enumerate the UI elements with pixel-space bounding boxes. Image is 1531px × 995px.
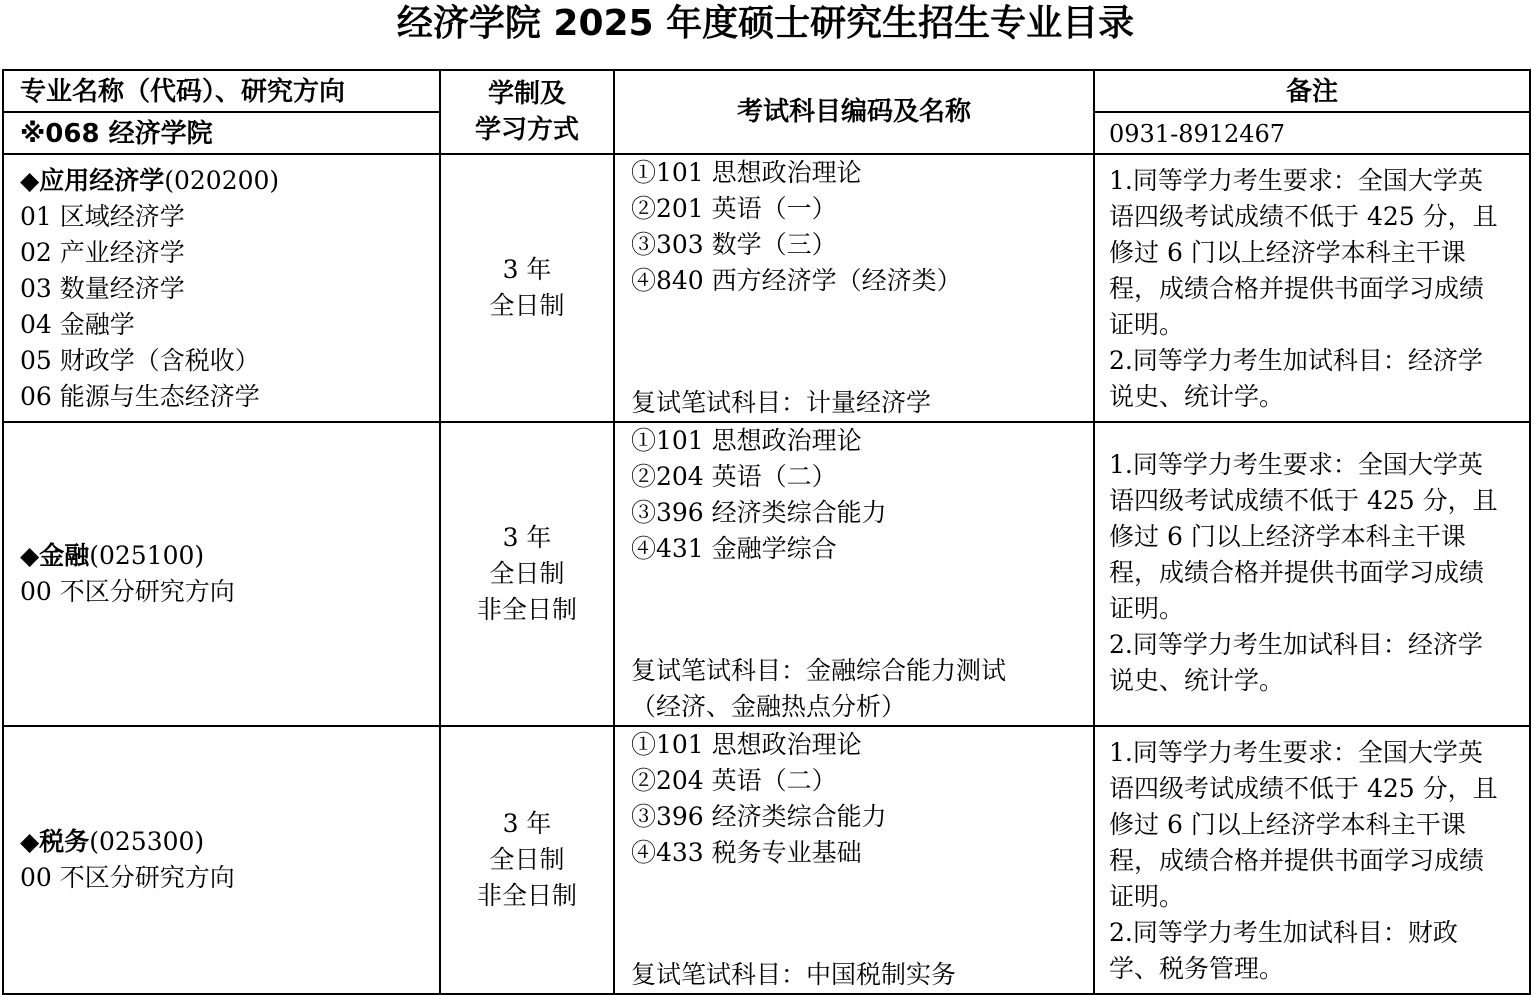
notes-cell [1094,154,1530,422]
exam-item: ①101 思想政治理论 [631,426,862,455]
notes-cell [1094,422,1530,726]
note-line: 语四级考试成绩不低于 425 分，且 [1109,202,1498,231]
exam-cell [614,154,1094,422]
table-row [3,726,1530,994]
exam-cell [614,726,1094,994]
header-exam-subjects: 考试科目编码及名称 [614,70,1094,154]
major-name: ◆金融(025100) [20,541,205,570]
exam-item: ③396 经济类综合能力 [631,802,887,831]
major-name: ◆应用经济学(020200) [20,166,280,195]
direction-item: 06 能源与生态经济学 [20,382,260,411]
note-line: 证明。 [1109,882,1185,911]
header-phone [1094,112,1530,154]
direction-item: 00 不区分研究方向 [20,863,235,892]
header-notes: 备注 [1094,70,1530,112]
study-mode: 全日制 [489,845,565,874]
exam-item: ④431 金融学综合 [631,534,837,563]
note-line: 1.同等学力考生要求：全国大学英 [1109,166,1483,195]
note-line: 证明。 [1109,310,1185,339]
study-years: 3 年 [502,255,552,284]
study-mode: 全日制 [489,559,565,588]
exam-cell [614,422,1094,726]
major-cell [3,422,440,726]
exam-item: ④433 税务专业基础 [631,838,862,867]
note-line: 证明。 [1109,594,1185,623]
note-line: 修过 6 门以上经济学本科主干课 [1109,522,1466,551]
exam-item: ③303 数学（三） [631,230,837,259]
phone-number: 0931-8912467 [1109,120,1286,148]
study-mode-cell [440,422,614,726]
note-line: 说史、统计学。 [1109,666,1285,695]
note-line: 语四级考试成绩不低于 425 分，且 [1109,486,1498,515]
header-study-mode [440,70,614,154]
direction-item: 00 不区分研究方向 [20,577,235,606]
retest-subject: 复试笔试科目：金融综合能力测试 [631,656,1007,685]
major-name: ◆税务(025300) [20,827,205,856]
header-major: 专业名称（代码）、研究方向 [3,70,440,112]
header-study-mode-line2: 学习方式 [474,115,579,145]
direction-item: 01 区域经济学 [20,202,185,231]
study-years: 3 年 [502,809,552,838]
note-line: 2.同等学力考生加试科目：财政 [1109,918,1458,947]
major-cell [3,154,440,422]
page-title: 经济学院 2025 年度硕士研究生招生专业目录 [396,3,1135,44]
exam-item: ②204 英语（二） [631,462,837,491]
table-row [3,422,1530,726]
note-line: 修过 6 门以上经济学本科主干课 [1109,238,1466,267]
direction-item: 02 产业经济学 [20,238,185,267]
exam-item: ②204 英语（二） [631,766,837,795]
major-cell [3,726,440,994]
note-line: 2.同等学力考生加试科目：经济学 [1109,630,1483,659]
exam-item: ③396 经济类综合能力 [631,498,887,527]
notes-cell [1094,726,1530,994]
exam-item: ②201 英语（一） [631,194,837,223]
header-school: ※068 经济学院 [3,112,440,154]
note-line: 程，成绩合格并提供书面学习成绩 [1109,846,1485,875]
study-mode-cell [440,726,614,994]
note-line: 1.同等学力考生要求：全国大学英 [1109,450,1483,479]
study-mode-cell [440,154,614,422]
note-line: 程，成绩合格并提供书面学习成绩 [1109,558,1485,587]
table-row [3,154,1530,422]
catalog-table [2,69,1531,995]
note-line: 程，成绩合格并提供书面学习成绩 [1109,274,1485,303]
study-mode: 非全日制 [476,595,577,624]
header-row-1 [3,70,1530,112]
retest-subject: 复试笔试科目：中国税制实务 [631,960,957,989]
direction-item: 04 金融学 [20,310,135,339]
header-study-mode-line1: 学制及 [487,79,566,109]
direction-item: 03 数量经济学 [20,274,185,303]
exam-item: ④840 西方经济学（经济类） [631,266,962,295]
study-mode: 全日制 [489,291,565,320]
note-line: 修过 6 门以上经济学本科主干课 [1109,810,1466,839]
study-mode: 非全日制 [476,881,577,910]
retest-subject: 复试笔试科目：计量经济学 [631,388,932,417]
direction-item: 05 财政学（含税收） [20,346,260,375]
note-line: 语四级考试成绩不低于 425 分，且 [1109,774,1498,803]
exam-item: ①101 思想政治理论 [631,730,862,759]
note-line: 2.同等学力考生加试科目：经济学 [1109,346,1483,375]
exam-item: ①101 思想政治理论 [631,158,862,187]
note-line: 说史、统计学。 [1109,382,1285,411]
retest-subject-detail: （经济、金融热点分析） [631,692,907,721]
study-years: 3 年 [502,523,552,552]
note-line: 1.同等学力考生要求：全国大学英 [1109,738,1483,767]
note-line: 学、税务管理。 [1109,954,1285,983]
